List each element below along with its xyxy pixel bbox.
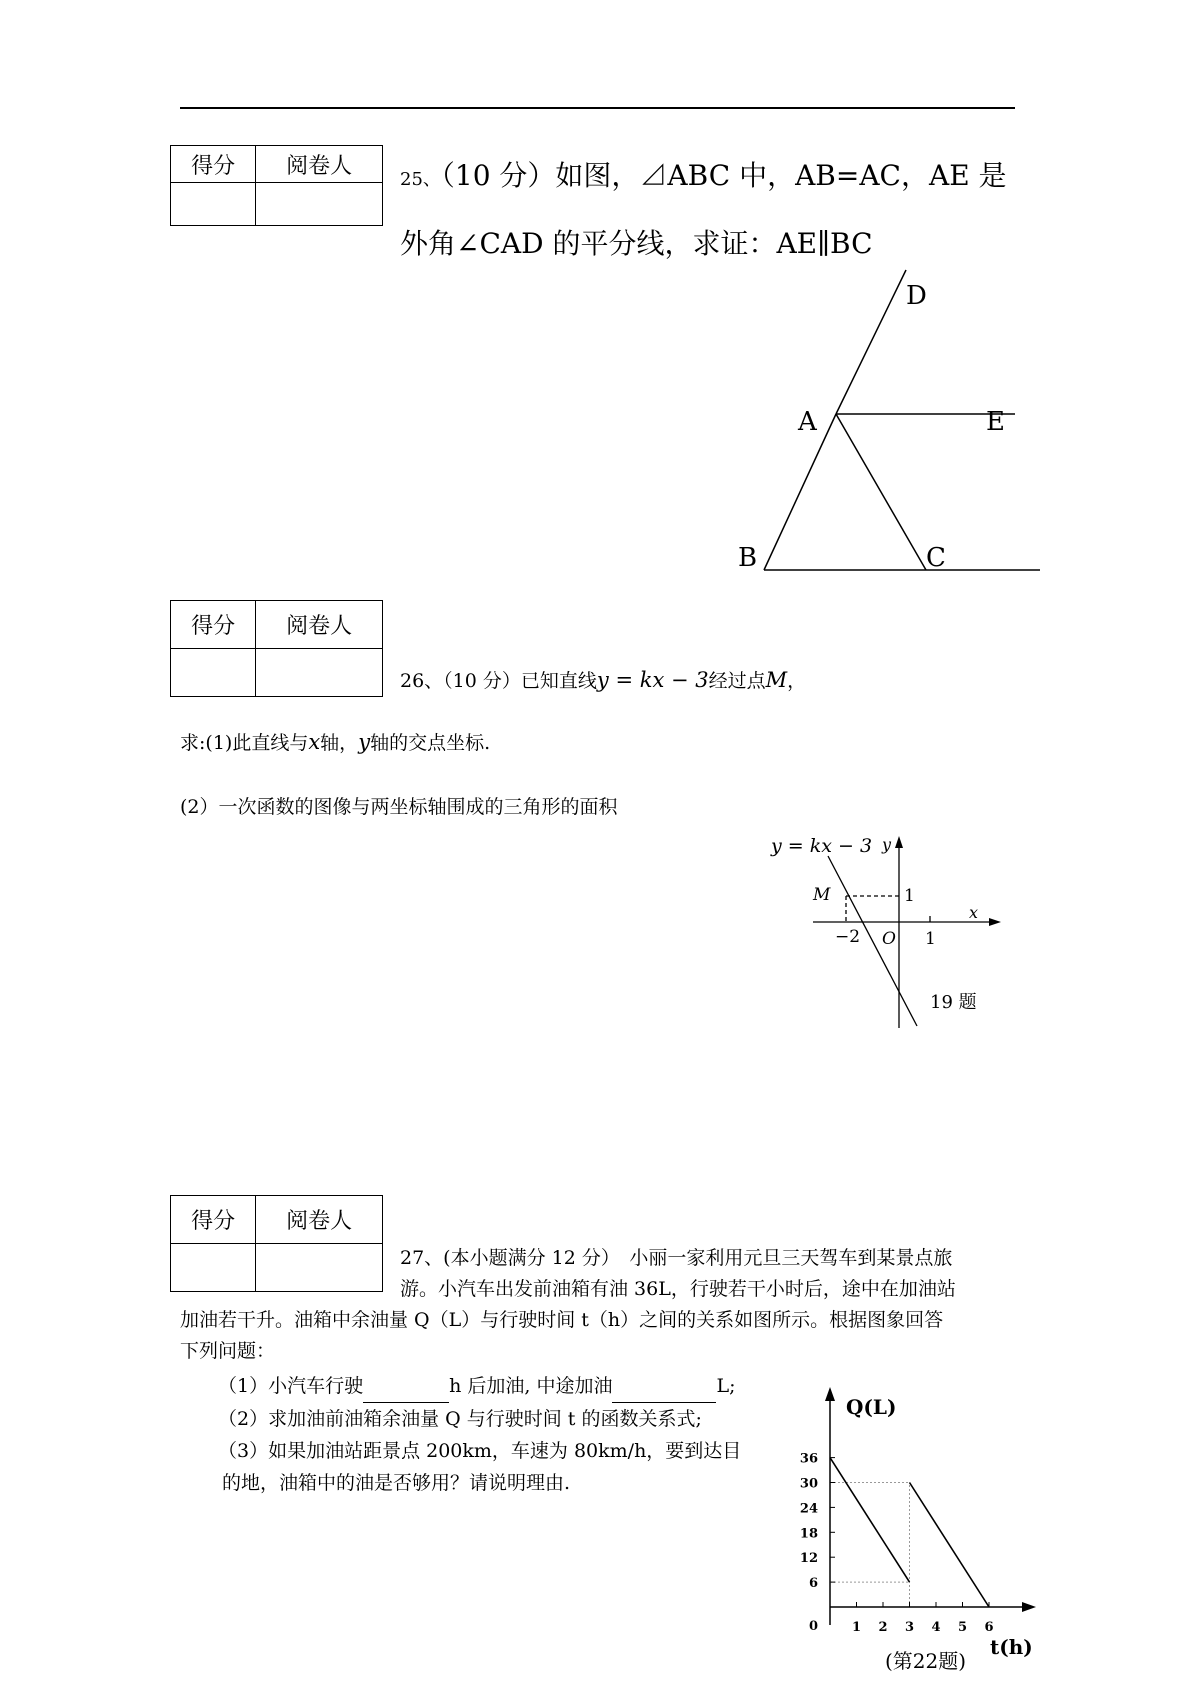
x-axis-arrow xyxy=(1022,1602,1036,1612)
q26-heading-c: ， xyxy=(787,670,807,692)
x-tick-label-2: 2 xyxy=(878,1620,888,1635)
q26-part1 xyxy=(180,728,490,755)
label-d: D xyxy=(906,281,927,311)
score-table-26 xyxy=(170,600,383,697)
y-axis-arrow xyxy=(825,1387,835,1401)
q26-heading-a: 26、（10 分）已知直线 xyxy=(400,670,597,692)
q27-sub1-c: L; xyxy=(716,1375,736,1397)
series-line-1 xyxy=(910,1483,990,1608)
x-tick-label-4: 4 xyxy=(931,1620,941,1635)
score-table-27 xyxy=(170,1195,383,1292)
q26-point: M xyxy=(765,668,788,692)
q27-line4: 下列问题： xyxy=(180,1340,276,1362)
tick-label-x1: 1 xyxy=(925,929,936,949)
q26-equation: y = kx − 3 xyxy=(596,668,709,692)
fuel-chart xyxy=(790,1385,1050,1680)
score-table-25 xyxy=(170,145,383,226)
q27-sub1-b: h 后加油, 中途加油 xyxy=(449,1375,613,1397)
score-header: 得分 xyxy=(171,146,256,183)
chart-ylabel: Q(L) xyxy=(846,1395,897,1419)
point-m-label: M xyxy=(813,885,831,905)
q25-line1: （10 分）如图，⊿ABC 中，AB=AC，AE 是 xyxy=(440,159,1007,192)
x-tick-label-3: 3 xyxy=(904,1620,915,1635)
y-tick-label-30: 30 xyxy=(799,1476,818,1492)
x-axis-arrow xyxy=(989,918,1001,926)
label-e: E xyxy=(986,407,1005,437)
grader-cell xyxy=(256,183,383,226)
q26-part1-x: x xyxy=(308,730,321,754)
label-b: B xyxy=(738,543,758,573)
q26-part2: (2）一次函数的图像与两坐标轴围成的三角形的面积 xyxy=(180,796,618,818)
q26-heading-b: 经过点 xyxy=(708,670,766,692)
q27-line3: 加油若干升。油箱中余油量 Q（L）与行驶时间 t（h）之间的关系如图所示。根据图象回答 xyxy=(180,1309,944,1331)
line-graph-figure xyxy=(765,828,1005,1038)
line-ac xyxy=(836,414,926,570)
score-cell xyxy=(171,649,256,697)
q25-number: 25、 xyxy=(400,169,441,190)
x-tick-label-6: 6 xyxy=(984,1620,994,1635)
q26-part1-a: 求:(1)此直线与 xyxy=(180,732,309,754)
x-tick-label-1: 1 xyxy=(851,1620,862,1635)
grader-header: 阅卷人 xyxy=(256,146,383,183)
score-header: 得分 xyxy=(171,601,256,649)
header-rule xyxy=(180,107,1015,109)
chart-caption: (第22题) xyxy=(885,1649,967,1673)
line-ab xyxy=(764,414,836,570)
answer-blank-liters[interactable] xyxy=(612,1370,716,1403)
grader-cell xyxy=(256,649,383,697)
y-tick-label-12: 12 xyxy=(799,1551,818,1567)
q27-sub1-a: （1）小汽车行驶 xyxy=(218,1375,364,1397)
q27-line2: 游。小汽车出发前油箱有油 36L，行驶若干小时后，途中在加油站 xyxy=(400,1278,956,1300)
label-c: C xyxy=(926,543,946,573)
answer-blank-hours[interactable] xyxy=(363,1370,449,1403)
score-cell xyxy=(171,183,256,226)
triangle-figure xyxy=(700,260,1050,580)
q26-heading xyxy=(400,666,806,693)
grader-header: 阅卷人 xyxy=(256,1196,383,1244)
y-tick-label-36: 36 xyxy=(799,1451,818,1467)
y-tick-label-18: 18 xyxy=(799,1526,818,1542)
y-tick-label-6: 6 xyxy=(808,1576,818,1592)
q27-sub1 xyxy=(218,1370,741,1403)
q27-line1: 27、(本小题满分 12 分） 小丽一家利用元旦三天驾车到某景点旅 xyxy=(400,1247,953,1269)
q25-text xyxy=(400,144,1007,276)
q26-part1-c: 轴的交点坐标. xyxy=(370,732,491,754)
x-axis-label: x xyxy=(969,903,979,922)
grader-cell xyxy=(256,1244,383,1292)
q25-line2: 外角∠CAD 的平分线，求证：AE∥BC xyxy=(400,227,873,260)
q27-intro-a xyxy=(400,1243,956,1305)
chart-xlabel: t(h) xyxy=(990,1635,1033,1659)
y-axis-label: y xyxy=(882,835,892,854)
score-cell xyxy=(171,1244,256,1292)
x-tick-label-5: 5 xyxy=(957,1620,968,1635)
grader-header: 阅卷人 xyxy=(256,601,383,649)
label-a: A xyxy=(798,407,817,437)
figure-caption: 19 题 xyxy=(930,992,977,1013)
score-header: 得分 xyxy=(171,1196,256,1244)
origin-label: O xyxy=(882,929,896,949)
q27-sub3b: 的地，油箱中的油是否够用？请说明理由. xyxy=(222,1472,571,1494)
tick-label-neg2: −2 xyxy=(835,927,861,947)
q27-intro-b xyxy=(180,1305,943,1367)
equation-label: y = kx − 3 xyxy=(771,835,873,857)
y-axis-arrow xyxy=(895,836,903,848)
series-line-0 xyxy=(830,1458,910,1583)
q26-part1-b: 轴， xyxy=(320,732,359,754)
tick-label-y1: 1 xyxy=(904,886,915,906)
y-tick-label-24: 24 xyxy=(799,1501,818,1517)
q26-part1-y: y xyxy=(358,730,371,754)
q27-subquestions xyxy=(218,1370,741,1499)
q27-sub3a: （3）如果加油站距景点 200km，车速为 80km/h，要到达目 xyxy=(218,1440,742,1462)
q27-sub2: （2）求加油前油箱余油量 Q 与行驶时间 t 的函数关系式; xyxy=(218,1408,702,1430)
line-ad xyxy=(836,270,906,414)
chart-origin-label: 0 xyxy=(808,1619,818,1634)
